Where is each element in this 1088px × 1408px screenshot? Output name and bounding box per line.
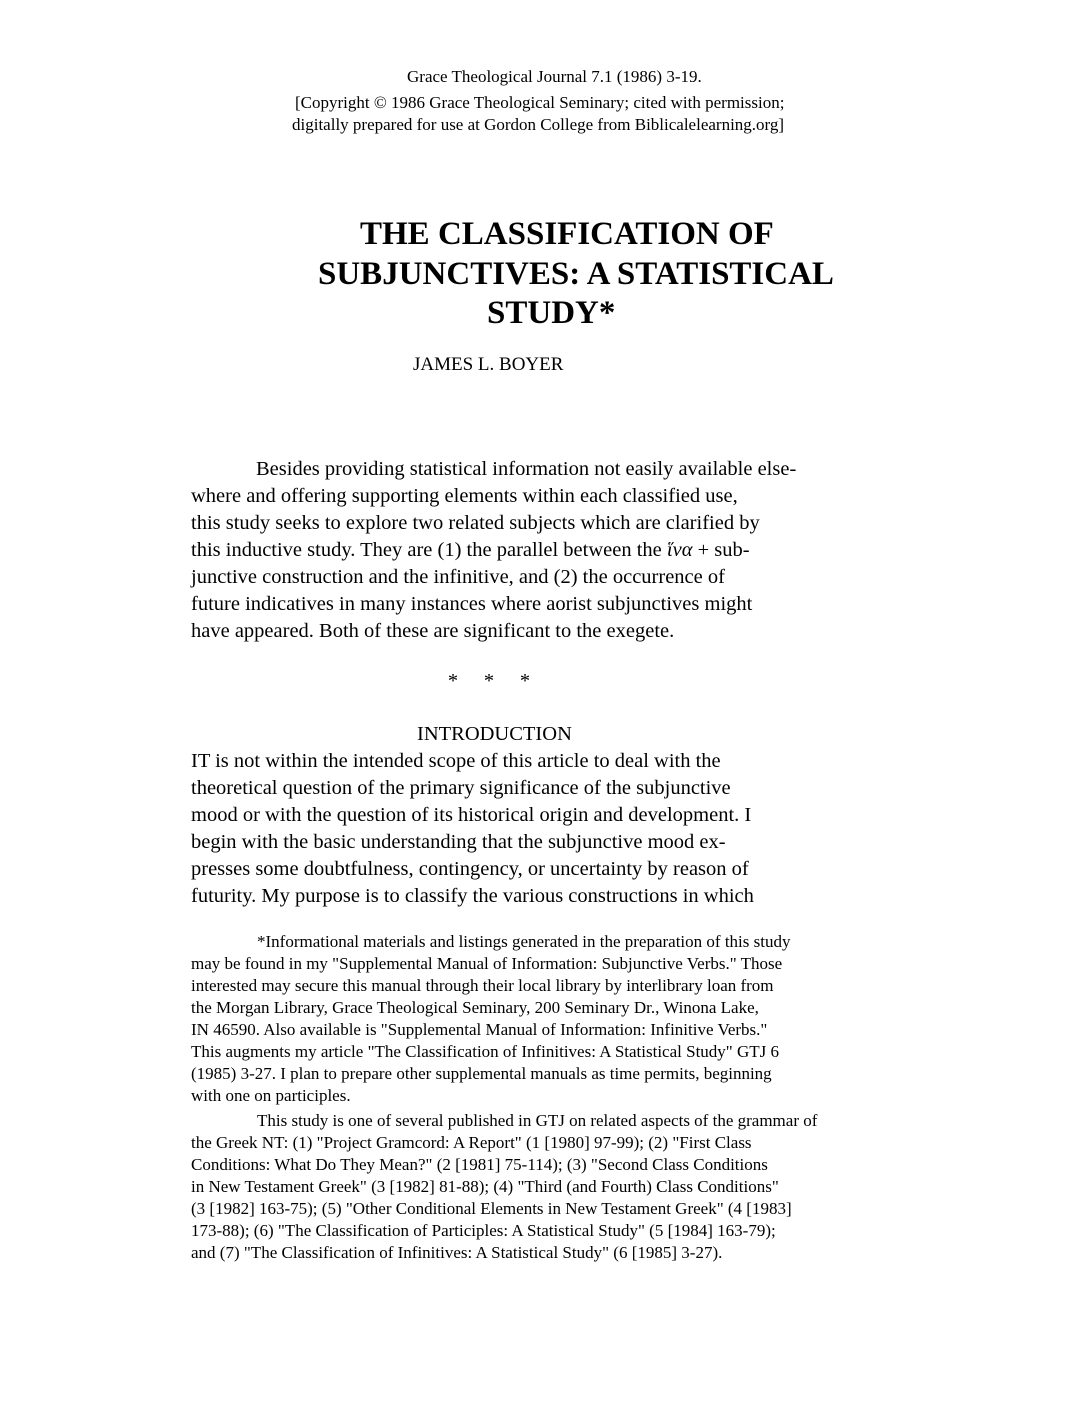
intro-line: begin with the basic understanding that the subjunctive mood ex-: [191, 831, 726, 853]
abstract-line: [191, 537, 750, 564]
separator-asterisk: *: [483, 670, 495, 692]
abstract-line-text: this inductive study. They are (1) the parallel between the: [191, 539, 662, 561]
footnote-line: the Greek NT: (1) "Project Gramcord: A Report" (1 [1980] 97-99); (2) "First Class: [191, 1133, 752, 1152]
abstract-line: have appeared. Both of these are significant to the exegete.: [191, 620, 675, 642]
abstract-line: junctive construction and the infinitive, and (2) the occurrence of: [191, 566, 725, 588]
article-title-line-3: STUDY*: [487, 295, 616, 331]
footnote-line: Conditions: What Do They Mean?" (2 [1981] 75-114); (3) "Second Class Conditions: [191, 1155, 768, 1174]
article-title-line-1: THE CLASSIFICATION OF: [360, 216, 774, 252]
abstract-line: where and offering supporting elements within each classified use,: [191, 485, 738, 507]
intro-line: futurity. My purpose is to classify the various constructions in which: [191, 885, 754, 907]
article-author: JAMES L. BOYER: [413, 354, 564, 375]
intro-line: theoretical question of the primary significance of the subjunctive: [191, 777, 731, 799]
footnote-line: This study is one of several published in GTJ on related aspects of the grammar of: [257, 1111, 818, 1130]
journal-citation: Grace Theological Journal 7.1 (1986) 3-19.: [407, 67, 702, 86]
footnote-line: 173-88); (6) "The Classification of Participles: A Statistical Study" (5 [1984] 163-79);: [191, 1221, 776, 1240]
article-title-line-2: SUBJUNCTIVES: A STATISTICAL: [318, 256, 834, 292]
copyright-line-2: digitally prepared for use at Gordon College from Biblicalelearning.org]: [292, 115, 785, 134]
intro-line: presses some doubtfulness, contingency, or uncertainty by reason of: [191, 858, 749, 880]
section-heading-introduction: INTRODUCTION: [417, 723, 572, 745]
abstract-line-tail: + sub-: [697, 539, 750, 561]
footnote-line: This augments my article "The Classification of Infinitives: A Statistical Study" GTJ 6: [191, 1042, 780, 1061]
abstract-line: Besides providing statistical information not easily available else-: [256, 458, 797, 480]
abstract-line: this study seeks to explore two related subjects which are clarified by: [191, 512, 760, 534]
footnote-line: (1985) 3-27. I plan to prepare other supplemental manuals as time permits, beginning: [191, 1064, 772, 1083]
footnote-line: IN 46590. Also available is "Supplemental Manual of Information: Infinitive Verbs.": [191, 1020, 768, 1039]
footnote-line: and (7) "The Classification of Infinitives: A Statistical Study" (6 [1985] 3-27).: [191, 1243, 723, 1262]
section-separator: [435, 668, 543, 695]
footnote-line: with one on participles.: [191, 1086, 351, 1105]
greek-word-hina: ἵνα: [666, 539, 693, 561]
footnote-line: in New Testament Greek" (3 [1982] 81-88); (4) "Third (and Fourth) Class Conditions": [191, 1177, 779, 1196]
separator-asterisk: *: [447, 670, 459, 692]
separator-asterisk: *: [519, 670, 531, 692]
intro-line: IT is not within the intended scope of this article to deal with the: [191, 750, 721, 772]
abstract-line: future indicatives in many instances where aorist subjunctives might: [191, 593, 753, 615]
copyright-line-1: [Copyright © 1986 Grace Theological Seminary; cited with permission;: [295, 93, 785, 112]
intro-line: mood or with the question of its historical origin and development. I: [191, 804, 752, 826]
footnote-line: (3 [1982] 163-75); (5) "Other Conditional Elements in New Testament Greek" (4 [1983]: [191, 1199, 792, 1218]
footnote-line: the Morgan Library, Grace Theological Seminary, 200 Seminary Dr., Winona Lake,: [191, 998, 759, 1017]
footnote-line: may be found in my "Supplemental Manual of Information: Subjunctive Verbs." Those: [191, 954, 783, 973]
footnote-line: *Informational materials and listings generated in the preparation of this study: [257, 932, 791, 951]
footnote-line: interested may secure this manual through their local library by interlibrary loan from: [191, 976, 774, 995]
